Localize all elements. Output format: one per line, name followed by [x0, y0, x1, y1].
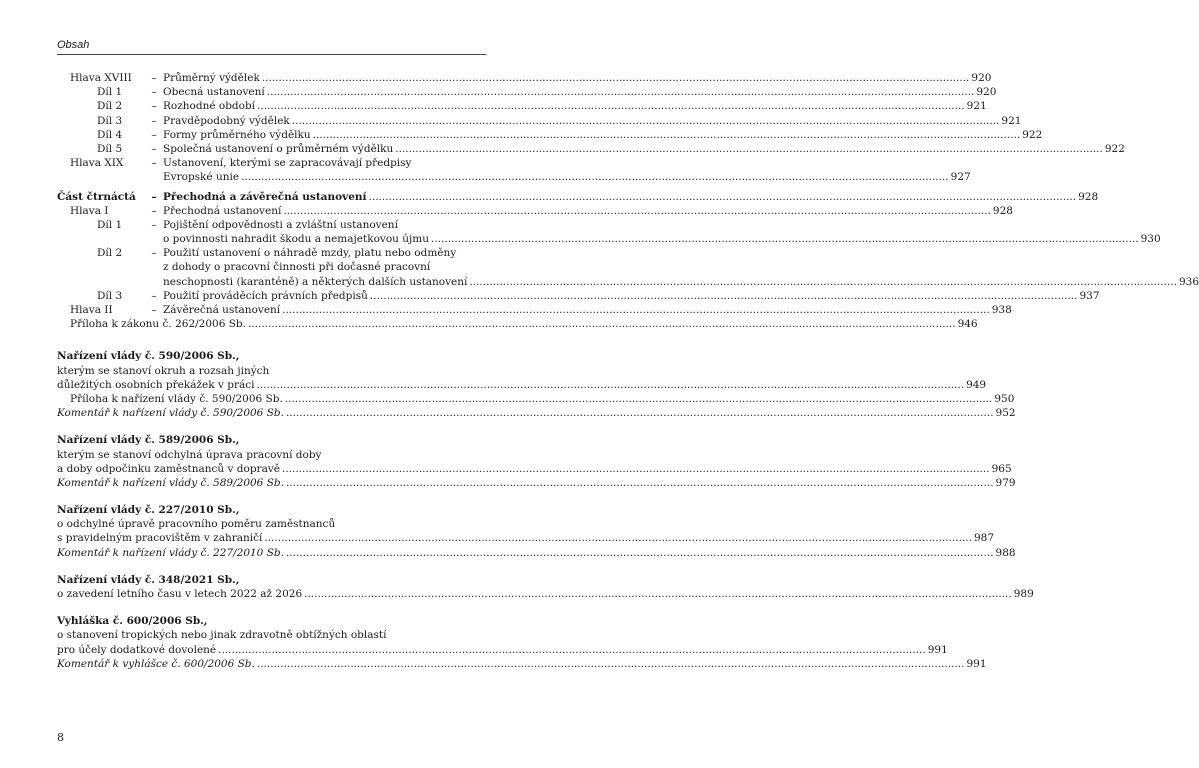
toc-entry[interactable]: Díl 2 – Rozhodné období ..... 921: [57, 99, 486, 113]
leader-dots: [283, 204, 991, 218]
toc-entry[interactable]: Díl 3 – Pravděpodobný výdělek ..... 921: [57, 114, 486, 128]
leader-dots: [262, 71, 970, 85]
section-heading: Nařízení vlády č. 348/2021 Sb.,: [57, 573, 240, 586]
leader-dots: [286, 546, 994, 560]
leader-dots: [431, 232, 1139, 246]
toc-entry[interactable]: [57, 392, 1015, 406]
entry-title: o povinnosti nahradit škodu a nemajetkovou újmu: [163, 233, 429, 246]
entry-title: Evropské unie: [163, 171, 240, 184]
entry-label: Díl 2: [97, 100, 123, 113]
leader-dots: [256, 378, 964, 392]
toc-entry-continuation: [57, 260, 486, 274]
leader-dots: [292, 114, 1000, 128]
entry-page: 950: [994, 392, 1015, 405]
entry-title: Pojištění odpovědnosti a zvláštní ustanovení: [163, 218, 398, 231]
entry-label: Díl 5: [97, 142, 123, 155]
toc-entry[interactable]: [57, 462, 1012, 476]
entry-title: Závěrečná ustanovení: [163, 304, 281, 316]
entry-page: 928: [992, 204, 1013, 217]
entry-label: Hlava I: [70, 204, 109, 217]
toc-entry[interactable]: Díl 1 – Obecná ustanovení ..... 920: [57, 85, 486, 99]
leader-dots: [286, 406, 994, 420]
section-line: o odchylné úpravě pracovního poměru zaměstnanců: [57, 518, 336, 531]
toc-entry[interactable]: [57, 317, 978, 331]
entry-title: o zavedení letního času v letech 2022 až 2026: [57, 588, 303, 600]
entry-title: Komentář k nařízení vlády č. 227/2010 Sb.: [57, 546, 284, 559]
entry-title: pro účely dodatkové dovolené: [57, 643, 217, 656]
toc-entry[interactable]: [57, 378, 987, 392]
entry-page: 928: [1078, 190, 1099, 203]
entry-title: Formy průměrného výdělku: [163, 128, 311, 141]
toc-entry[interactable]: Hlava II – Závěrečná ustanovení ..... 938: [57, 303, 486, 317]
leader-dots: [313, 128, 1021, 142]
leader-dots: [282, 303, 990, 317]
entry-label: Hlava XIX: [70, 157, 124, 170]
entry-page: 936: [1179, 275, 1199, 288]
entry-label: Díl 3: [97, 114, 123, 127]
leader-dots: [370, 289, 1078, 303]
toc-entry[interactable]: Díl 4 – Formy průměrného výdělku ..... 922: [57, 128, 486, 142]
entry-title: a doby odpočinku zaměstnanců v dopravě: [57, 462, 280, 475]
leader-dots: [369, 190, 1077, 204]
toc-entry[interactable]: Hlava XVIII – Průměrný výdělek ..... 920: [57, 71, 486, 85]
entry-page: 952: [995, 407, 1016, 420]
entry-page: 965: [991, 462, 1012, 475]
section-line: kterým se stanoví odchylná úprava pracovní doby: [57, 448, 322, 461]
leader-dots: [264, 531, 972, 545]
toc-entry[interactable]: Díl 5 – Společná ustanovení o průměrném výdělku ..... 922: [57, 142, 486, 156]
leader-dots: [286, 476, 994, 490]
entry-page: 987: [973, 532, 995, 545]
leader-dots: [285, 392, 993, 406]
section-heading: Vyhláška č. 600/2006 Sb.,: [57, 615, 208, 628]
entry-title: Použití prováděcích právních předpisů: [163, 289, 368, 302]
section-heading: Nařízení vlády č. 590/2006 Sb.,: [57, 350, 240, 363]
entry-page: 988: [995, 546, 1016, 559]
entry-label: Díl 4: [97, 128, 123, 141]
leader-dots: [304, 587, 1012, 601]
toc-entry[interactable]: Díl 1 – Pojištění odpovědnosti a zvláštní ustanovení: [57, 218, 486, 232]
entry-title: Příloha k nařízení vlády č. 590/2006 Sb.: [70, 392, 283, 405]
entry-page: 921: [966, 100, 987, 113]
section-heading: Nařízení vlády č. 227/2010 Sb.,: [57, 504, 240, 517]
entry-label: Hlava XVIII: [70, 72, 132, 84]
leader-dots: [257, 657, 965, 671]
entry-title: Komentář k nařízení vlády č. 590/2006 Sb.: [57, 407, 284, 420]
entry-label: Díl 2: [97, 247, 123, 260]
toc-entry-continuation[interactable]: [57, 232, 1161, 246]
entry-title: Komentář k nařízení vlády č. 589/2006 Sb.: [57, 476, 284, 489]
toc-entry[interactable]: [57, 476, 1016, 490]
entry-title: Pravděpodobný výdělek: [163, 114, 290, 127]
entry-page: 921: [1001, 114, 1022, 127]
toc-entry[interactable]: Část čtrnáctá – Přechodná a závěrečná ustanovení ..... 928: [57, 190, 486, 204]
entry-page: 920: [976, 86, 997, 99]
leader-dots: [241, 170, 949, 184]
toc-entry[interactable]: [57, 643, 948, 657]
toc-entry-continuation[interactable]: [57, 170, 971, 184]
leader-dots: [395, 142, 1103, 156]
entry-label: Díl 3: [97, 289, 123, 302]
toc-entry[interactable]: Díl 2 – Použití ustanovení o náhradě mzdy, platu nebo odměny: [57, 246, 486, 260]
entry-title: neschopnosti (karanténě) a některých dalších ustanovení: [163, 275, 468, 288]
entry-page: 937: [1079, 289, 1100, 302]
toc-entry[interactable]: [57, 657, 987, 671]
entry-title: s pravidelným pracovištěm v zahraničí: [57, 532, 263, 545]
entry-title: Přechodná ustanovení: [163, 204, 282, 217]
entry-title: Ustanovení, kterými se zapracovávají předpisy: [163, 157, 412, 170]
entry-page: 991: [927, 643, 948, 656]
entry-title: Rozhodné období: [163, 100, 256, 113]
leader-dots: [257, 99, 965, 113]
entry-title: Průměrný výdělek: [163, 72, 260, 84]
entry-page: 927: [950, 171, 971, 184]
page-number: 8: [57, 731, 64, 744]
leader-dots: [218, 643, 926, 657]
entry-page: 922: [1104, 142, 1125, 155]
entry-label: Díl 1: [97, 86, 123, 99]
section-heading: Nařízení vlády č. 589/2006 Sb.,: [57, 434, 240, 447]
toc-entry-continuation[interactable]: [57, 275, 1199, 289]
entry-page: 979: [995, 476, 1016, 489]
section-line: o stanovení tropických nebo jinak zdravotně obtížných oblastí: [57, 629, 387, 642]
section-line: kterým se stanoví okruh a rozsah jiných: [57, 364, 270, 377]
toc-entry[interactable]: [57, 531, 995, 545]
toc-entry[interactable]: [57, 587, 1034, 601]
toc-entry[interactable]: Hlava XIX – Ustanovení, kterými se zapracovávají předpisy: [57, 156, 486, 170]
entry-title: Použití ustanovení o náhradě mzdy, platu nebo odměny: [163, 247, 457, 260]
entry-label: Část čtrnáctá: [57, 190, 136, 203]
entry-label: Díl 1: [97, 218, 123, 231]
entry-page: 949: [966, 378, 987, 391]
entry-page: 920: [971, 72, 992, 84]
entry-title: Komentář k vyhlášce č. 600/2006 Sb.: [57, 657, 255, 670]
entry-page: 989: [1013, 588, 1034, 600]
leader-dots: [248, 317, 956, 331]
entry-page: 991: [966, 657, 987, 670]
entry-title: Obecná ustanovení: [163, 86, 265, 99]
toc-entry[interactable]: [57, 546, 1016, 560]
entry-title: Přechodná a závěrečná ustanovení: [163, 190, 367, 203]
entry-page: 922: [1022, 128, 1043, 141]
entry-title: Příloha k zákonu č. 262/2006 Sb.: [70, 318, 246, 331]
entry-page: 938: [991, 304, 1012, 316]
toc-entry[interactable]: [57, 406, 1016, 420]
entry-label: Hlava II: [70, 304, 113, 316]
header-rule: [57, 54, 486, 55]
entry-page: 946: [957, 318, 978, 331]
toc-entry[interactable]: Hlava I – Přechodná ustanovení ..... 928: [57, 204, 486, 218]
leader-dots: [282, 462, 990, 476]
toc-entry[interactable]: Díl 3 – Použití prováděcích právních předpisů ..... 937: [57, 289, 486, 303]
running-header: Obsah: [57, 39, 90, 51]
table-of-contents: [57, 71, 1199, 671]
entry-title: Společná ustanovení o průměrném výdělku: [163, 142, 394, 155]
leader-dots: [267, 85, 975, 99]
entry-title: důležitých osobních překážek v práci: [57, 378, 255, 391]
entry-page: 930: [1140, 233, 1161, 246]
leader-dots: [469, 275, 1177, 289]
entry-title: z dohody o pracovní činnosti při dočasné pracovní: [163, 261, 431, 274]
